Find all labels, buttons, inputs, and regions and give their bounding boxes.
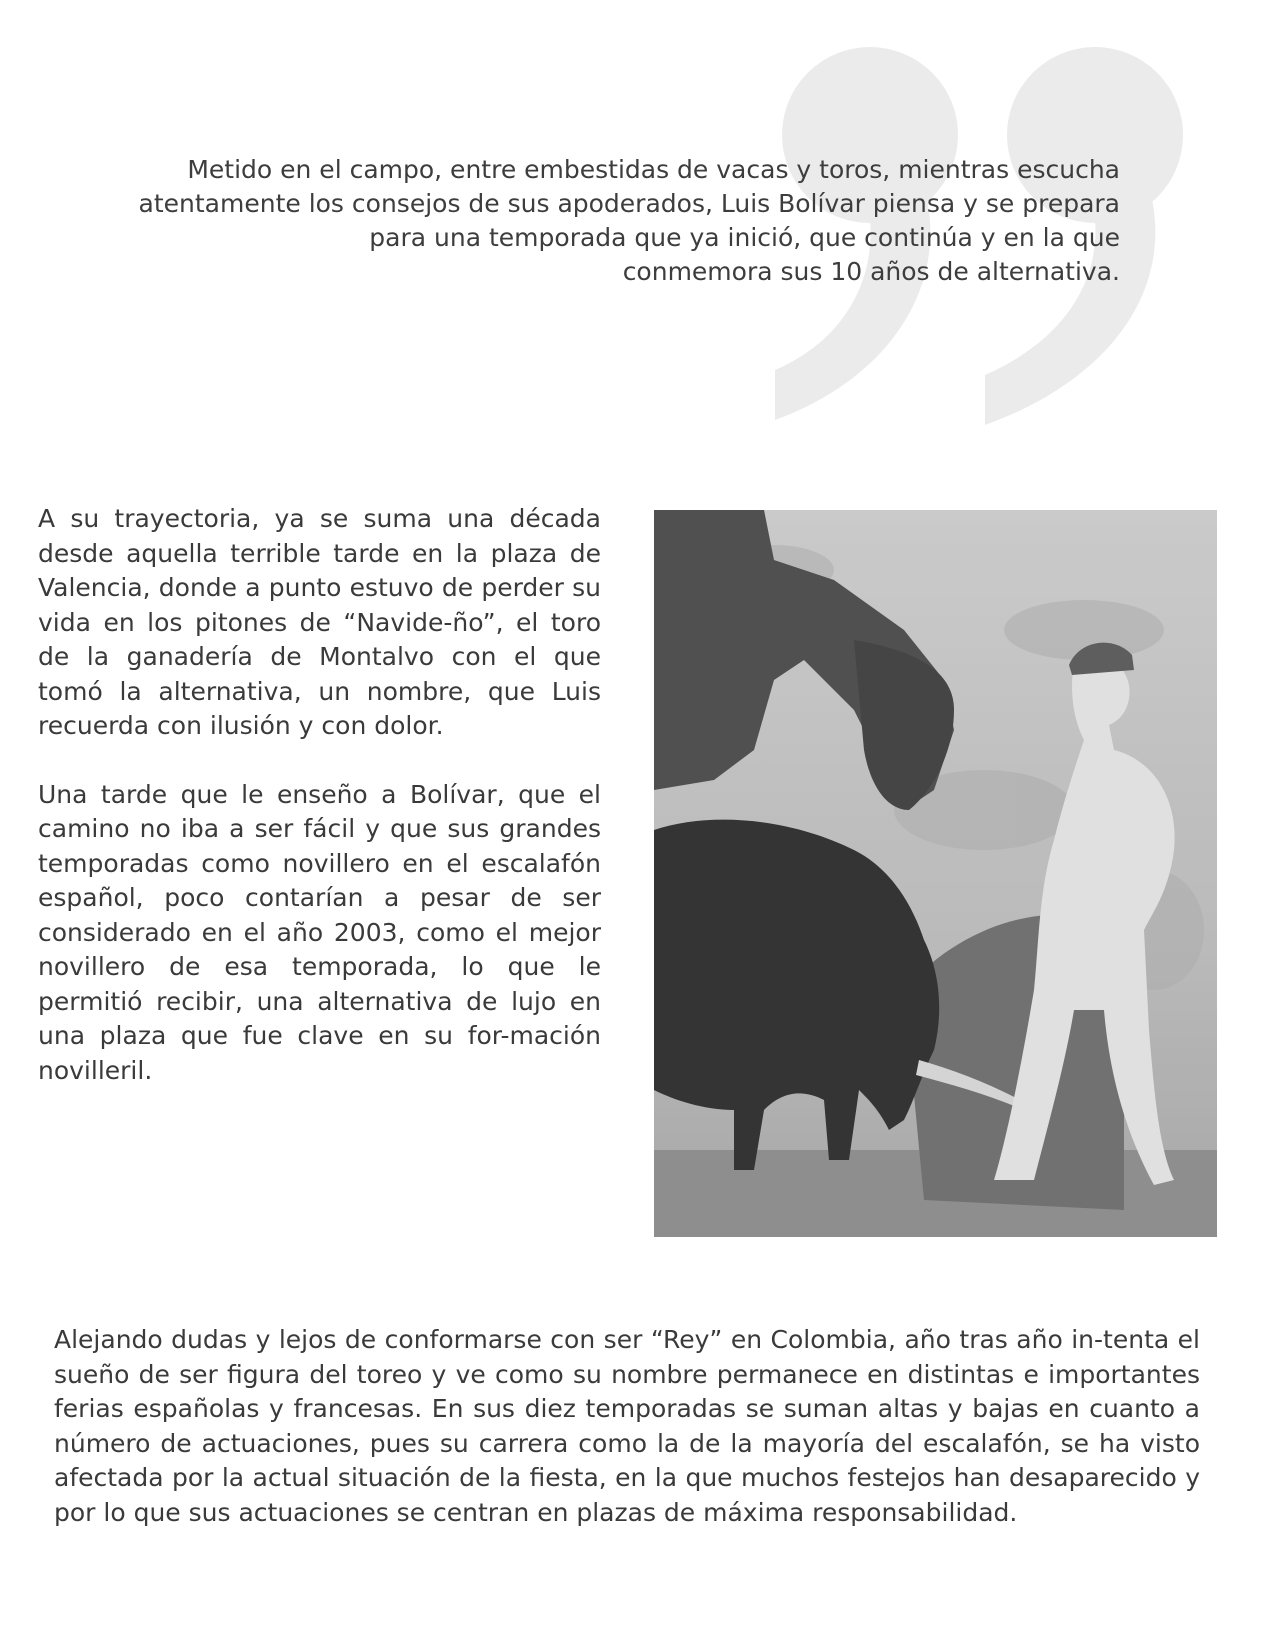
article-photo	[654, 510, 1217, 1237]
pull-quote-line: Metido en el campo, entre embestidas de vacas y toros, mientras escucha	[187, 155, 1120, 184]
pull-quote-line: atentamente los consejos de sus apoderados, Luis Bolívar piensa y se prepara	[138, 189, 1120, 218]
body-paragraph-wide: Alejando dudas y lejos de conformarse con ser “Rey” en Colombia, año tras año in-tenta el sueño de ser figura del toreo y ve como su nombre permanece en distintas e importantes ferias españolas y francesas. En sus diez temporadas se suman altas y bajas en cuanto a número de actuaciones, pues su carrera como la de la mayoría del escalafón, se ha visto afectada por la actual situación de la fiesta, en la que muchos festejos han desaparecido y por lo que sus actuaciones se centran en plazas de máxima responsabilidad.	[54, 1325, 1200, 1527]
body-paragraph: A su trayectoria, ya se suma una década desde aquella terrible tarde en la plaza de Valencia, donde a punto estuvo de perder su vida en los pitones de “Navide-ño”, el toro de la ganadería de Montalvo con el que tomó la alternativa, un nombre, que Luis recuerda con ilusión y con dolor.	[38, 504, 601, 740]
pull-quote	[62, 153, 1120, 289]
pull-quote-line: para una temporada que ya inició, que continúa y en la que	[369, 223, 1120, 252]
body-paragraph: Una tarde que le enseño a Bolívar, que el camino no iba a ser fácil y que sus grandes temporadas como novillero en el escalafón español, poco contarían a pesar de ser considerado en el año 2003, como el mejor novillero de esa temporada, lo que le permitió recibir, una alternativa de lujo en una plaza que fue clave en su for-mación novilleril.	[38, 779, 601, 1085]
bullfighting-photo-icon	[654, 510, 1217, 1237]
pull-quote-line: conmemora sus 10 años de alternativa.	[622, 257, 1120, 286]
body-column	[38, 502, 601, 1122]
